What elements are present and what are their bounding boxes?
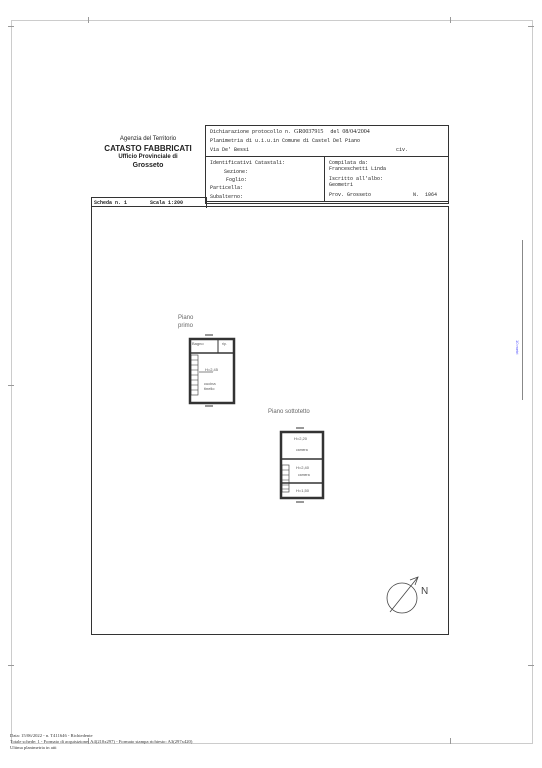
- plan1-room-main: [204, 381, 216, 391]
- registration-number: N. 1064: [413, 192, 438, 198]
- protocol-value: GR0037915: [294, 129, 324, 135]
- side-scale-line: [522, 240, 523, 400]
- footer: [10, 733, 192, 751]
- side-scale-label: 10 metri: [515, 340, 520, 355]
- footer-line3: Ultima planimetria in atti: [10, 745, 57, 750]
- plan2-h-mid: H=2,40: [296, 465, 310, 470]
- subalterno-label: Subalterno:: [210, 194, 244, 200]
- plan1-room-top: Bagno: [192, 341, 204, 346]
- plan1-title-b: primo: [178, 323, 194, 329]
- foglio-label: Foglio:: [226, 177, 248, 183]
- protocol-label: Dichiarazione protocollo n.: [210, 129, 292, 135]
- compiled-label: Compilata da:: [329, 160, 369, 166]
- footer-line2: Totale schede: 1 - Formato di acquisizione: A4(210x297) - Formato stampa richiesto: A3(297x420): [10, 739, 193, 744]
- identifiers-title: Identificativi Catastali:: [210, 160, 286, 166]
- ufficio-label: Ufficio Provinciale di: [118, 154, 178, 160]
- footer-line1: Data: 15/06/2022 - n. T411646 - Richiedente: [10, 733, 93, 738]
- plan1-title-a: Piano: [178, 315, 194, 321]
- header-box: [205, 125, 449, 204]
- sezione-label: Sezione:: [224, 169, 249, 175]
- plan1-room-main-a: cucina: [204, 381, 216, 386]
- particella-label: Particella:: [210, 185, 244, 191]
- catasto-title: CATASTO FABBRICATI: [104, 144, 192, 153]
- plan1-room-top-h: rip.: [222, 342, 227, 346]
- scheda-label: Scheda n. 1: [94, 200, 128, 206]
- albo-value: Geometri: [329, 182, 354, 188]
- plan1-title: [178, 314, 193, 330]
- date-value: 08/04/2004: [342, 129, 370, 135]
- scale-label: Scala 1:200: [150, 200, 184, 206]
- civ-label: civ.: [396, 147, 409, 153]
- plan2-room-top: camera: [296, 448, 308, 452]
- plan2-title: Piano sottotetto: [268, 409, 310, 415]
- province-name: Grosseto: [132, 162, 164, 169]
- plan2-h-top: H=2,20: [294, 436, 308, 441]
- planimetry-line: Planimetria di u.i.u.in Comune di Castel Del Piano: [210, 138, 361, 144]
- north-label: N: [421, 586, 429, 597]
- plan1-room-main-b: tinello: [204, 386, 215, 391]
- date-label: del: [330, 129, 340, 135]
- compiled-name: Franceschetti Linda: [329, 166, 387, 172]
- plan2-room-mid: camera: [298, 473, 310, 477]
- plan2-h-bottom: H=1,50: [296, 488, 310, 493]
- agency-name: Agenzia del Territorio: [119, 136, 177, 142]
- protocol-row: [210, 129, 370, 135]
- plan1-height: H=2,45: [205, 367, 219, 372]
- agency-block: [100, 136, 196, 169]
- drawing-area: [91, 206, 449, 635]
- address-line: Via De' Bessi: [210, 147, 250, 153]
- province-field: Prov. Grosseto: [329, 192, 372, 198]
- albo-label: Iscritto all'albo:: [329, 176, 384, 182]
